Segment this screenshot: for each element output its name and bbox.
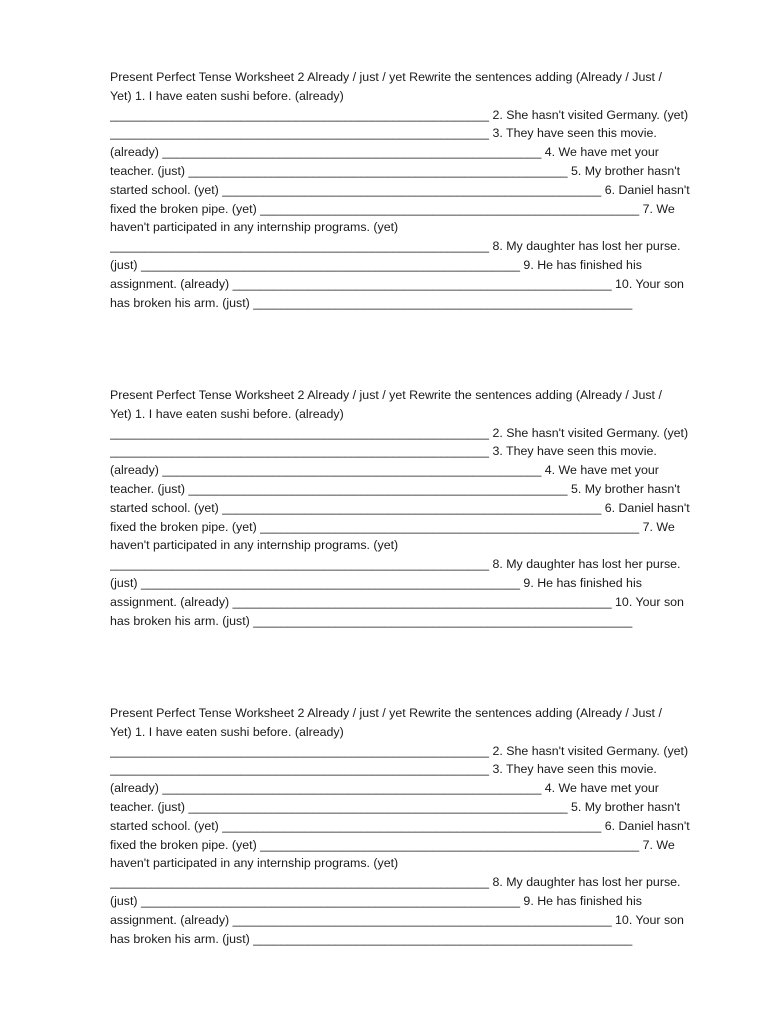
worksheet-block-2	[110, 386, 710, 630]
worksheet-line: fixed the broken pipe. (yet) _______________________________________________________ 7. We	[110, 201, 675, 216]
worksheet-line: _______________________________________________________ 8. My daughter has lost her purse.	[110, 557, 681, 572]
worksheet-line: _______________________________________________________ 2. She hasn't visited Germany. (yet)	[110, 743, 689, 758]
worksheet-line: fixed the broken pipe. (yet) _______________________________________________________ 7. We	[110, 837, 675, 852]
worksheet-block-3	[110, 704, 710, 948]
worksheet-line: fixed the broken pipe. (yet) _______________________________________________________ 7. We	[110, 519, 675, 534]
worksheet-line: (already) _______________________________________________________ 4. We have met your	[110, 781, 659, 796]
worksheet-line: haven't participated in any internship programs. (yet)	[110, 538, 399, 553]
worksheet-line: (already) _______________________________________________________ 4. We have met your	[110, 145, 659, 160]
worksheet-line: _______________________________________________________ 3. They have seen this movie.	[110, 126, 657, 141]
worksheet-line: _______________________________________________________ 3. They have seen this movie.	[110, 444, 657, 459]
worksheet-line: has broken his arm. (just) _______________________________________________________	[110, 295, 633, 310]
worksheet-line: Present Perfect Tense Worksheet 2 Already / just / yet Rewrite the sentences adding (Already / Just /	[110, 706, 662, 720]
worksheet-line: _______________________________________________________ 2. She hasn't visited Germany. (yet)	[110, 107, 689, 122]
worksheet-line: (just) _______________________________________________________ 9. He has finished his	[110, 893, 642, 908]
worksheet-line: Present Perfect Tense Worksheet 2 Already / just / yet Rewrite the sentences adding (Already / Just /	[110, 70, 662, 84]
worksheet-line: teacher. (just) _______________________________________________________ 5. My brother hasn't	[110, 481, 681, 496]
worksheet-line: assignment. (already) _______________________________________________________ 10. Your son	[110, 912, 684, 927]
worksheet-line: _______________________________________________________ 8. My daughter has lost her purse.	[110, 875, 681, 890]
worksheet-line: haven't participated in any internship programs. (yet)	[110, 220, 399, 235]
worksheet-line: started school. (yet) _______________________________________________________ 6. Daniel hasn't	[110, 182, 690, 197]
worksheet-line: _______________________________________________________ 8. My daughter has lost her purse.	[110, 239, 681, 254]
worksheet-line: (already) _______________________________________________________ 4. We have met your	[110, 463, 659, 478]
worksheet-line: Yet) 1. I have eaten sushi before. (already)	[110, 724, 344, 739]
worksheet-line: (just) _______________________________________________________ 9. He has finished his	[110, 575, 642, 590]
worksheet-line: Yet) 1. I have eaten sushi before. (already)	[110, 88, 344, 103]
worksheet-line: haven't participated in any internship programs. (yet)	[110, 856, 399, 871]
worksheet-line: Present Perfect Tense Worksheet 2 Already / just / yet Rewrite the sentences adding (Already / Just /	[110, 388, 662, 402]
worksheet-line: has broken his arm. (just) _______________________________________________________	[110, 931, 633, 946]
worksheet-line: teacher. (just) _______________________________________________________ 5. My brother hasn't	[110, 799, 681, 814]
worksheet-line: started school. (yet) _______________________________________________________ 6. Daniel hasn't	[110, 818, 690, 833]
worksheet-line: assignment. (already) _______________________________________________________ 10. Your son	[110, 594, 684, 609]
worksheet-line: (just) _______________________________________________________ 9. He has finished his	[110, 257, 642, 272]
worksheet-line: has broken his arm. (just) _______________________________________________________	[110, 613, 633, 628]
worksheet-block-1	[110, 68, 710, 312]
worksheet-line: started school. (yet) _______________________________________________________ 6. Daniel hasn't	[110, 500, 690, 515]
worksheet-line: teacher. (just) _______________________________________________________ 5. My brother hasn't	[110, 163, 681, 178]
worksheet-line: _______________________________________________________ 3. They have seen this movie.	[110, 762, 657, 777]
worksheet-line: Yet) 1. I have eaten sushi before. (already)	[110, 406, 344, 421]
worksheet-line: _______________________________________________________ 2. She hasn't visited Germany. (yet)	[110, 425, 689, 440]
worksheet-line: assignment. (already) _______________________________________________________ 10. Your son	[110, 276, 684, 291]
